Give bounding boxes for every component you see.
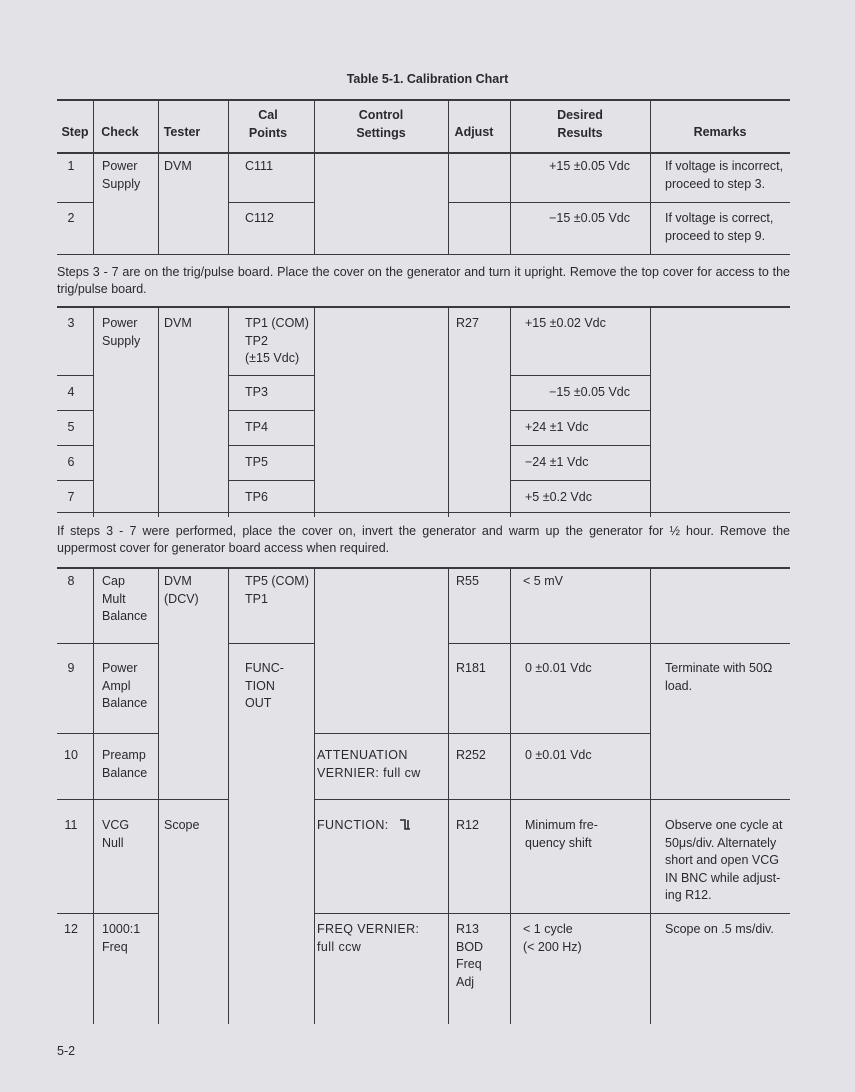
- cell-cal-points: TP5: [245, 455, 268, 469]
- cell-desired-results: +15 ±0.02 Vdc: [525, 316, 606, 330]
- rule: [448, 569, 449, 1024]
- cell-desired-results: +5 ±0.2 Vdc: [525, 490, 592, 504]
- cell-cal-points: C112: [245, 211, 274, 225]
- rule: [228, 202, 314, 203]
- cell-step: 9: [67, 661, 75, 675]
- cell-desired-results: −24 ±1 Vdc: [525, 455, 589, 469]
- cell-control-settings: [317, 817, 415, 835]
- cell-cal-points: C111: [245, 159, 274, 173]
- rule: [57, 567, 790, 569]
- header-remarks: Remarks: [693, 125, 747, 139]
- rule: [448, 643, 790, 644]
- rule: [57, 202, 93, 203]
- header-control-settings: Control Settings: [356, 108, 406, 140]
- cell-step: 8: [67, 574, 75, 588]
- cell-remarks: Terminate with 50Ω load.: [665, 661, 773, 693]
- cell-step: 1: [67, 159, 75, 173]
- rule: [57, 306, 790, 308]
- function-label: FUNCTION:: [317, 818, 389, 832]
- page-number: 5-2: [57, 1044, 76, 1058]
- cell-cal-points: TP6: [245, 490, 268, 504]
- cell-desired-results: −15 ±0.05 Vdc: [549, 385, 630, 399]
- rule: [650, 308, 651, 517]
- cell-tester: Scope: [164, 818, 200, 832]
- cell-desired-results: 0 ±0.01 Vdc: [525, 748, 592, 762]
- rule: [228, 569, 229, 1024]
- rule: [510, 410, 650, 411]
- rule: [93, 569, 94, 1024]
- rule: [228, 154, 229, 254]
- cell-step: 12: [64, 922, 78, 936]
- rule: [228, 445, 314, 446]
- rule: [57, 152, 790, 154]
- cell-check: Preamp Balance: [102, 748, 148, 780]
- rule: [57, 799, 228, 800]
- cell-adjust: R181: [456, 661, 486, 675]
- rule: [448, 154, 449, 254]
- header-cal-points: Cal Points: [248, 108, 288, 140]
- rule: [650, 569, 651, 1024]
- rule: [57, 99, 790, 101]
- rule: [314, 308, 315, 517]
- cell-step: 7: [67, 490, 75, 504]
- cell-tester: DVM: [164, 159, 192, 173]
- table-title: Table 5-1. Calibration Chart: [346, 72, 509, 86]
- rule: [93, 308, 94, 517]
- rule: [510, 375, 650, 376]
- cell-step: 3: [67, 316, 75, 330]
- rule: [57, 410, 93, 411]
- cell-cal-points: TP3: [245, 385, 268, 399]
- cell-tester: DVM: [164, 316, 192, 330]
- rule: [510, 480, 650, 481]
- cell-step: 11: [64, 818, 78, 832]
- cell-adjust: R27: [456, 316, 479, 330]
- header-tester: Tester: [163, 125, 201, 139]
- header-adjust: Adjust: [454, 125, 494, 139]
- rule: [448, 202, 790, 203]
- rule: [158, 569, 159, 1024]
- rule: [650, 154, 651, 254]
- cell-desired-results: +24 ±1 Vdc: [525, 420, 589, 434]
- cell-remarks: Observe one cycle at 50μs/div. Alternately short and open VCG IN BNC while adjust- ing R12.: [665, 818, 783, 902]
- cell-adjust: R12: [456, 818, 479, 832]
- cell-control-settings: FREQ VERNIER: full ccw: [317, 922, 420, 954]
- cell-desired-results: < 1 cycle (< 200 Hz): [523, 922, 582, 954]
- cell-remarks: Scope on .5 ms/div.: [665, 922, 774, 936]
- rule: [510, 308, 511, 517]
- rule: [228, 410, 314, 411]
- cell-remarks: If voltage is correct, proceed to step 9.: [665, 211, 774, 243]
- cell-adjust: R13 BOD Freq Adj: [456, 922, 484, 989]
- rule: [314, 154, 315, 254]
- pulse-waveform-icon: [399, 817, 415, 831]
- cell-remarks: If voltage is incorrect, proceed to step 3.: [665, 159, 784, 191]
- rule: [57, 913, 158, 914]
- rule: [158, 154, 159, 254]
- cell-step: 6: [67, 455, 75, 469]
- rule: [228, 308, 229, 517]
- rule: [57, 480, 93, 481]
- rule: [93, 154, 94, 254]
- rule: [314, 733, 650, 734]
- cell-adjust: R55: [456, 574, 479, 588]
- rule: [448, 308, 449, 517]
- cell-check: Power Supply: [102, 316, 141, 348]
- rule: [228, 643, 314, 644]
- rule: [510, 569, 511, 1024]
- rule: [158, 308, 159, 517]
- cell-desired-results: 0 ±0.01 Vdc: [525, 661, 592, 675]
- rule: [510, 445, 650, 446]
- rule: [228, 480, 314, 481]
- rule: [228, 375, 314, 376]
- rule: [57, 643, 158, 644]
- header-check: Check: [101, 125, 139, 139]
- cell-tester: DVM (DCV): [164, 574, 199, 606]
- cell-cal-points: FUNC- TION OUT: [245, 661, 284, 710]
- cell-step: 4: [67, 385, 75, 399]
- cell-desired-results: +15 ±0.05 Vdc: [549, 159, 630, 173]
- cell-check: Power Supply: [102, 159, 141, 191]
- cell-check: Cap Mult Balance: [102, 574, 148, 623]
- cell-cal-points: TP4: [245, 420, 268, 434]
- rule: [314, 799, 790, 800]
- cell-step: 2: [67, 211, 75, 225]
- rule: [57, 733, 158, 734]
- cell-cal-points: TP1 (COM) TP2 (±15 Vdc): [245, 316, 309, 365]
- cell-control-settings: ATTENUATION VERNIER: full cw: [317, 748, 421, 780]
- cell-step: 10: [64, 748, 78, 762]
- cell-adjust: R252: [456, 748, 486, 762]
- rule: [57, 375, 93, 376]
- rule: [57, 445, 93, 446]
- rule: [314, 569, 315, 1024]
- rule: [57, 512, 790, 513]
- cell-step: 5: [67, 420, 75, 434]
- cell-check: VCG Null: [102, 818, 130, 850]
- cell-check: Power Ampl Balance: [102, 661, 148, 710]
- rule: [314, 913, 790, 914]
- rule: [57, 254, 790, 255]
- cell-cal-points: TP5 (COM) TP1: [245, 574, 309, 606]
- header-desired-results: Desired Results: [557, 108, 603, 140]
- cell-desired-results: < 5 mV: [523, 574, 563, 588]
- section-note: If steps 3 - 7 were performed, place the cover on, invert the generator and warm up the generator for ½ hour. Remove the uppermost cover for generator board access when required.: [57, 524, 790, 555]
- cell-desired-results: −15 ±0.05 Vdc: [549, 211, 630, 225]
- cell-desired-results: Minimum fre- quency shift: [525, 818, 598, 850]
- header-step: Step: [61, 125, 89, 139]
- section-note: Steps 3 - 7 are on the trig/pulse board. Place the cover on the generator and turn it upright. Remove the top cover for access to the trig/pulse board.: [57, 265, 790, 296]
- cell-check: 1000:1 Freq: [102, 922, 141, 954]
